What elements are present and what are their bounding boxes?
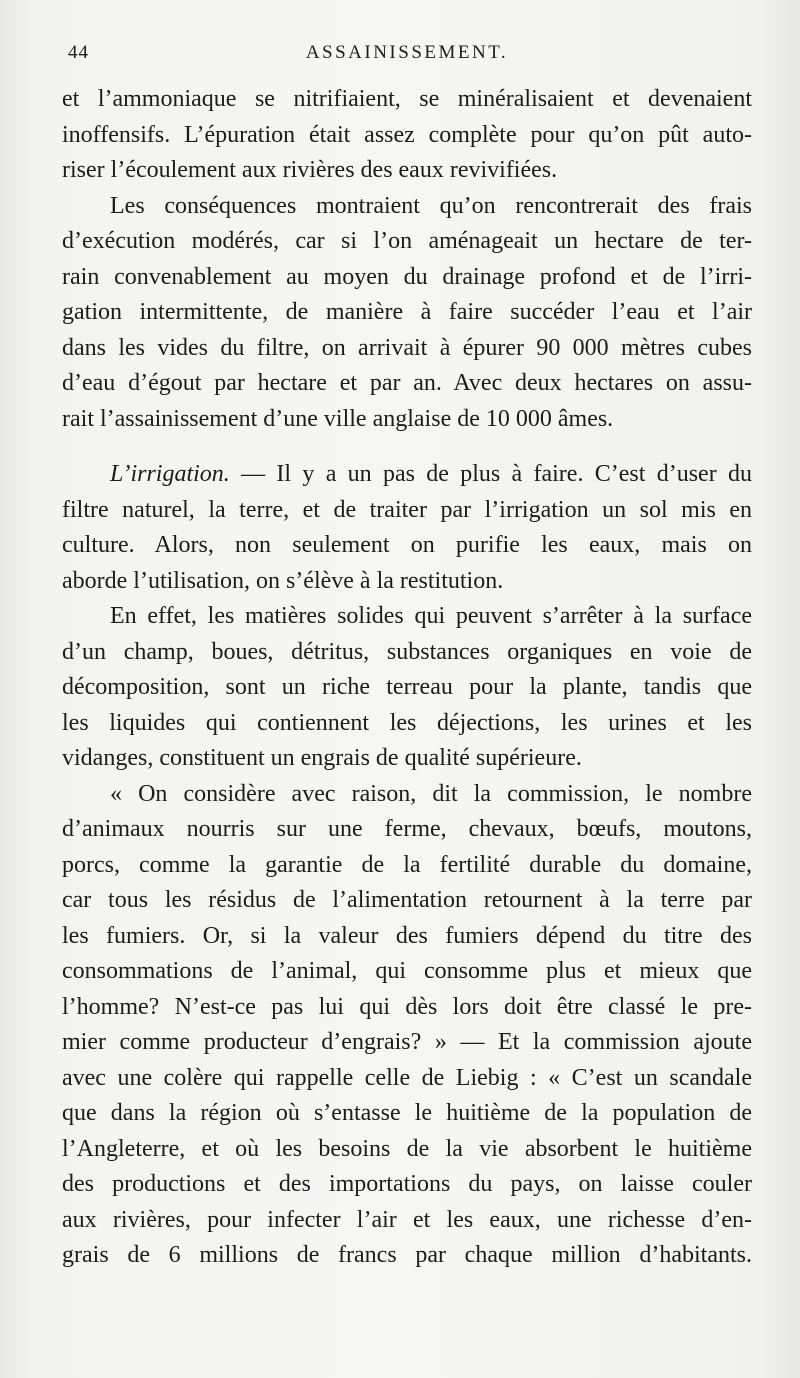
text-line: rain convenablement au moyen du drainage profond et de l’irri- — [62, 263, 752, 290]
text-line: et l’ammoniaque se nitrifiaient, se minéralisaient et devenaient — [62, 86, 752, 112]
text-line: rait l’assainissement d’une ville anglaise de 10 000 âmes. — [62, 405, 614, 432]
text-line: aborde l’utilisation, on s’élève à la restitution. — [62, 567, 504, 594]
text-line: des productions et des importations du pays, on laisse couler — [62, 1171, 752, 1197]
text-line: décomposition, sont un riche terreau pour la plante, tandis que — [62, 674, 752, 700]
page-number: 44 — [68, 42, 89, 63]
text-body — [62, 82, 752, 1274]
text-line: les liquides qui contiennent les déjections, les urines et les — [62, 709, 752, 736]
text-line: consommations de l’animal, qui consomme plus et mieux que — [62, 958, 752, 984]
section-heading: L’irrigation. — [110, 461, 230, 487]
text-line: grais de 6 millions de francs par chaque million d’habitants. — [62, 1242, 752, 1268]
text-line: l’homme? N’est-ce pas lui qui dès lors doit être classé le pre- — [62, 993, 752, 1020]
text-line: filtre naturel, la terre, et de traiter par l’irrigation un sol mis en — [62, 496, 752, 523]
paragraph-1 — [62, 82, 752, 189]
text-line: porcs, comme la garantie de la fertilité durable du domaine, — [62, 851, 752, 878]
chapter-title: ASSAINISSEMENT. — [305, 42, 509, 63]
text-line: culture. Alors, non seulement on purifie les eaux, mais on — [62, 532, 752, 558]
text-line: d’un champ, boues, détritus, substances organiques en voie de — [62, 638, 752, 665]
text-line: car tous les résidus de l’alimentation retournent à la terre par — [62, 887, 752, 913]
text-line: En effet, les matières solides qui peuvent s’arrêter à la surface — [110, 603, 752, 629]
text-line: avec une colère qui rappelle celle de Liebig : « C’est un scandale — [62, 1064, 752, 1091]
text-line: que dans la région où s’entasse le huitième de la population de — [62, 1100, 752, 1126]
text-line: d’eau d’égout par hectare et par an. Avec deux hectares on assu- — [62, 370, 752, 396]
text-line: les fumiers. Or, si la valeur des fumiers dépend du titre des — [62, 922, 752, 949]
text-line: « On considère avec raison, dit la commission, le nombre — [110, 780, 752, 807]
text-line: riser l’écoulement aux rivières des eaux revivifiées. — [62, 157, 558, 183]
text-line: dans les vides du filtre, on arrivait à épurer 90 000 mètres cubes — [62, 334, 752, 361]
text-line: Les conséquences montraient qu’on rencontrerait des frais — [110, 192, 752, 219]
text-line: mier comme producteur d’engrais? » — Et la commission ajoute — [62, 1029, 752, 1055]
text-line: inoffensifs. L’épuration était assez complète pour qu’on pût auto- — [62, 121, 752, 148]
text-line: aux rivières, pour infecter l’air et les eaux, une richesse d’en- — [62, 1206, 752, 1233]
paragraph-5 — [62, 777, 752, 1274]
text-line: gation intermittente, de manière à faire succéder l’eau et l’air — [62, 299, 752, 325]
paragraph-4 — [62, 599, 752, 777]
text-line: vidanges, constituent un engrais de qualité supérieure. — [62, 745, 582, 771]
text-line: d’animaux nourris sur une ferme, chevaux, bœufs, moutons, — [62, 816, 752, 842]
text-line — [62, 457, 752, 493]
text-span: — Il y a un pas de plus à faire. C’est d’user du — [229, 461, 752, 487]
text-line: l’Angleterre, et où les besoins de la vie absorbent le huitième — [62, 1135, 752, 1162]
paragraph-3 — [62, 457, 752, 599]
paragraph-2 — [62, 189, 752, 438]
text-line: d’exécution modérés, car si l’on aménageait un hectare de ter- — [62, 228, 752, 254]
running-head — [62, 42, 752, 72]
